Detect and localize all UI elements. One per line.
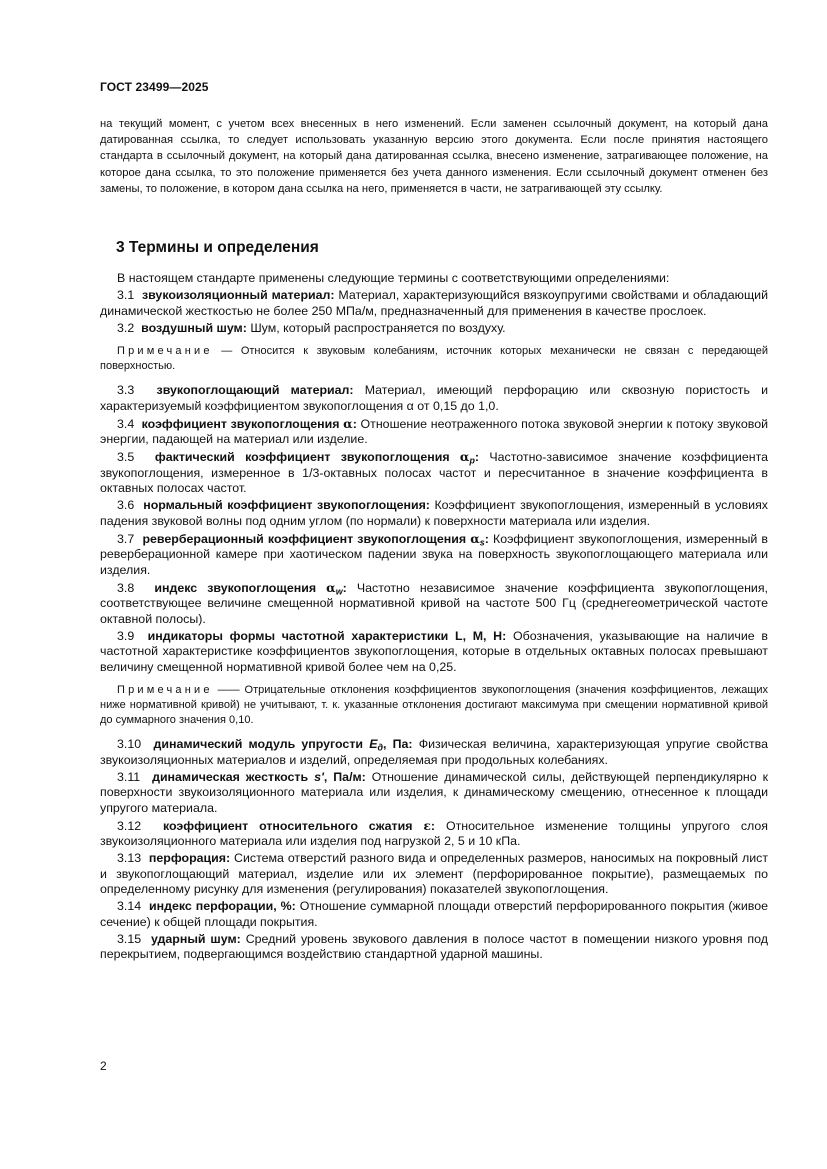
term-definition: Отношение неотраженного потока звуковой энергии к потоку звуковой энергии, падающей на материал или изделие. <box>100 416 769 446</box>
term-definition: Материал, характеризующийся вязкоупругими свойствами и обладающий динамической жесткостью не более 250 МПа/м, предназначенный для применения в качестве прослоек. <box>100 288 769 318</box>
term-3-15: 3.15 ударный шум: Средний уровень звукового давления в полосе частот в помещении низкого уровня под перекрытием, подвергающимся воздействию стандартной ударной машины. <box>100 931 768 961</box>
term-name: воздушный шум: <box>141 320 247 335</box>
term-definition: Отношение суммарной площади отверстий перфорированного покрытия (живое сечение) к общей площади покрытия. <box>100 899 768 929</box>
note-label: Примечание <box>117 345 213 357</box>
term-symbol: α <box>343 415 353 431</box>
term-definition: Средний уровень звукового давления в полосе частот в помещении низкого уровня под перекрытием, подвергающимся воздействию стандартной ударной машины. <box>100 931 768 961</box>
note-2: Примечание —— Отрицательные отклонения коэффициентов звукопоглощения (значения коэффициентов, лежащих ниже нормативной кривой) не учитывают, т. к. указанные отклонения достигают максимума при смещении нормативной кривой до суммарного значения 0,10. <box>100 684 769 726</box>
term-definition: Коэффициент звукопоглощения, измеренный в реверберационной камере при хаотическом падении звука на поверхность звукопоглощающего материала или изделия. <box>100 531 768 577</box>
note-1: Примечание — Относится к звуковым колебаниям, источник которых механически не связан с передающей поверхностью. <box>100 345 769 372</box>
lead-paragraph: В настоящем стандарте применены следующие термины с соответствующими определениями: <box>117 271 670 285</box>
term-symbol: α <box>326 579 336 595</box>
term-definition: Коэффициент звукопоглощения, измеренный в условиях падения звуковой волны под одним углом (по нормали) к поверхности материала или изделия. <box>100 498 768 528</box>
term-name: индекс звукопоглощения <box>154 580 317 595</box>
term-definition: Частотно независимое значение коэффициента звукопоглощения, соответствующее величине смещенной нормативной кривой на частоте 500 Гц (среднегеометрической частоте октавной полосы). <box>100 580 768 626</box>
term-3-6: 3.6 нормальный коэффициент звукопоглощения: Коэффициент звукопоглощения, измеренный в условиях падения звуковой волны под одним углом (по нормали) к поверхности материала или изделия. <box>100 498 768 528</box>
term-definition: Шум, который распространяется по воздуху. <box>250 320 506 335</box>
term-3-13: 3.13 перфорация: Система отверстий разного вида и определенных размеров, наносимых на покровный лист и звукопоглощающий материал, изделие или их элемент (перфорированное покрытие), размещаемых по определенному рисунку для изменения (регулирования) показателей звукопоглощения. <box>100 851 768 896</box>
term-3-4: 3.4 коэффициент звукопоглощения α: Отношение неотраженного потока звуковой энергии к потоку звуковой энергии, падающей на материал или изделие. <box>100 415 769 446</box>
term-name: индикаторы формы частотной характеристики L, M, H: <box>147 628 507 643</box>
term-3-5: 3.5 фактический коэффициент звукопоглощения $\alpha_p$: Частотно-зависимое значение коэффициента звукопоглощения, измеренное в 1/3-октавных полосах частот и пересчитанное в значение коэффициента в октавных полосах частот. <box>100 449 768 495</box>
section-heading: 3 Термины и определения <box>116 239 319 256</box>
term-3-9: 3.9 индикаторы формы частотной характеристики L, M, H: Обозначения, указывающие на наличие в частотной характеристике коэффициентов звукопоглощения, которые в отдельных октавных полосах превышают величину смещенной нормативной кривой более чем на 0,25. <box>100 628 768 674</box>
term-3-10: 3.10 динамический модуль упругости $E_д$, Па: Физическая величина, характеризующая упругие свойства звукоизоляционных материалов и изделий, определяемая при продольных колебаниях. <box>100 737 769 767</box>
term-name: ударный шум: <box>150 931 241 946</box>
term-name: коэффициент относительного сжатия <box>162 818 413 833</box>
term-symbol: ε <box>423 817 431 833</box>
term-name: коэффициент звукопоглощения <box>141 416 340 431</box>
note-label: Примечание <box>117 684 213 696</box>
term-name: динамический модуль упругости <box>153 737 364 751</box>
term-definition: Материал, имеющий перфорацию или сквозную пористость и характеризуемый коэффициентом звукопоглощения α от 0,15 до 1,0. <box>100 383 768 413</box>
term-name: фактический коэффициент звукопоглощения <box>154 450 450 464</box>
terms-body <box>100 271 768 964</box>
term-name: звукопоглощающий материал: <box>156 383 354 397</box>
term-name: индекс перфорации, %: <box>149 899 296 913</box>
term-symbol: α <box>470 530 480 546</box>
term-3-12: 3.12 коэффициент относительного сжатия ε: Относительное изменение толщины упругого слоя звукоизоляционного материала или изделия под нагрузкой 2, 5 и 10 кПа. <box>100 817 768 848</box>
intro-paragraph: на текущий момент, с учетом всех внесенных в него изменений. Если заменен ссылочный документ, на который дана датированная ссылка, то следует использовать указанную версию этого документа. Если после принятия настоящего стандарта в ссылочный документ, на который дана датированная ссылка, внесено изменение, затрагивающее положение, на которое дана ссылка, то это положение применяется без учета данного изменения. Если ссылочный документ отменен без замены, то положение, в котором дана ссылка на него, применяется в части, не затрагивающей эту ссылку. <box>100 118 768 195</box>
term-definition: Частотно-зависимое значение коэффициента звукопоглощения, измеренное в 1/3-октавных полосах частот и пересчитанное в значение коэффициента в октавных полосах частот. <box>100 450 768 495</box>
term-name: динамическая жесткость <box>152 769 309 784</box>
term-3-7: 3.7 реверберационный коэффициент звукопоглощения $\alpha_s$: Коэффициент звукопоглощения, измеренный в реверберационной камере при хаотическом падении звука на поверхность звукопоглощающего материала или изделия. <box>100 530 768 577</box>
term-name: реверберационный коэффициент звукопоглощения <box>142 531 467 546</box>
note-text: Отрицательные отклонения коэффициентов звукопоглощения (значения коэффициентов, лежащих ниже нормативной кривой) не учитывают, т. к. указанные отклонения достигают максимума при смещении нормативной кривой до суммарного значения 0,10. <box>100 684 769 726</box>
term-3-14: 3.14 индекс перфорации, %: Отношение суммарной площади отверстий перфорированного покрытия (живое сечение) к общей площади покрытия. <box>100 899 768 929</box>
term-3-8: 3.8 индекс звукопоглощения $\alpha_w$: Частотно независимое значение коэффициента звукопоглощения, соответствующее величине смещенной нормативной кривой на частоте 500 Гц (среднегеометрической частоте октавной полосы). <box>100 579 768 626</box>
term-3-2: 3.2 воздушный шум: Шум, который распространяется по воздуху. <box>117 320 506 335</box>
document-code: ГОСТ 23499—2025 <box>100 80 209 94</box>
term-name: звукоизоляционный материал: <box>141 288 335 302</box>
term-3-1: 3.1 звукоизоляционный материал: Материал, характеризующийся вязкоупругими свойствами и обладающий динамической жесткостью не более 250 МПа/м, предназначенный для применения в качестве прослоек. <box>100 288 769 318</box>
page-number: 2 <box>100 1059 107 1073</box>
term-symbol: E <box>369 737 378 751</box>
term-name: перфорация: <box>148 851 231 865</box>
term-3-3: 3.3 звукопоглощающий материал: Материал, имеющий перфорацию или сквозную пористость и характеризуемый коэффициентом звукопоглощения α от 0,15 до 1,0. <box>100 383 768 413</box>
term-name: нормальный коэффициент звукопоглощения: <box>143 498 430 512</box>
term-definition: Система отверстий разного вида и определенных размеров, наносимых на покровный лист и звукопоглощающий материал, изделие или их элемент (перфорированное покрытие), размещаемых по определенному рисунку для изменения (регулирования) показателей звукопоглощения. <box>100 851 768 896</box>
term-symbol: α <box>459 449 470 464</box>
term-3-11: 3.11 динамическая жесткость s', Па/м: Отношение динамической силы, действующей перпендикулярно к поверхности звукоизоляционного материала или изделия, к динамическому смещению, отнесенное к площади упругого материала. <box>100 769 768 815</box>
note-text: Относится к звуковым колебаниям, источник которых механически не связан с передающей поверхностью. <box>100 345 769 372</box>
term-symbol: s' <box>314 769 324 784</box>
term-definition: Отношение динамической силы, действующей перпендикулярно к поверхности звукоизоляционного материала или изделия, к динамическому смещению, отнесенное к площади упругого материала. <box>100 769 768 815</box>
term-definition: Физическая величина, характеризующая упругие свойства звукоизоляционных материалов и изделий, определяемая при продольных колебаниях. <box>100 737 769 767</box>
term-definition: Обозначения, указывающие на наличие в частотной характеристике коэффициентов звукопоглощения, которые в отдельных октавных полосах превышают величину смещенной нормативной кривой более чем на 0,25. <box>100 628 768 674</box>
term-definition: Относительное изменение толщины упругого слоя звукоизоляционного материала или изделия под нагрузкой 2, 5 и 10 кПа. <box>100 818 768 848</box>
